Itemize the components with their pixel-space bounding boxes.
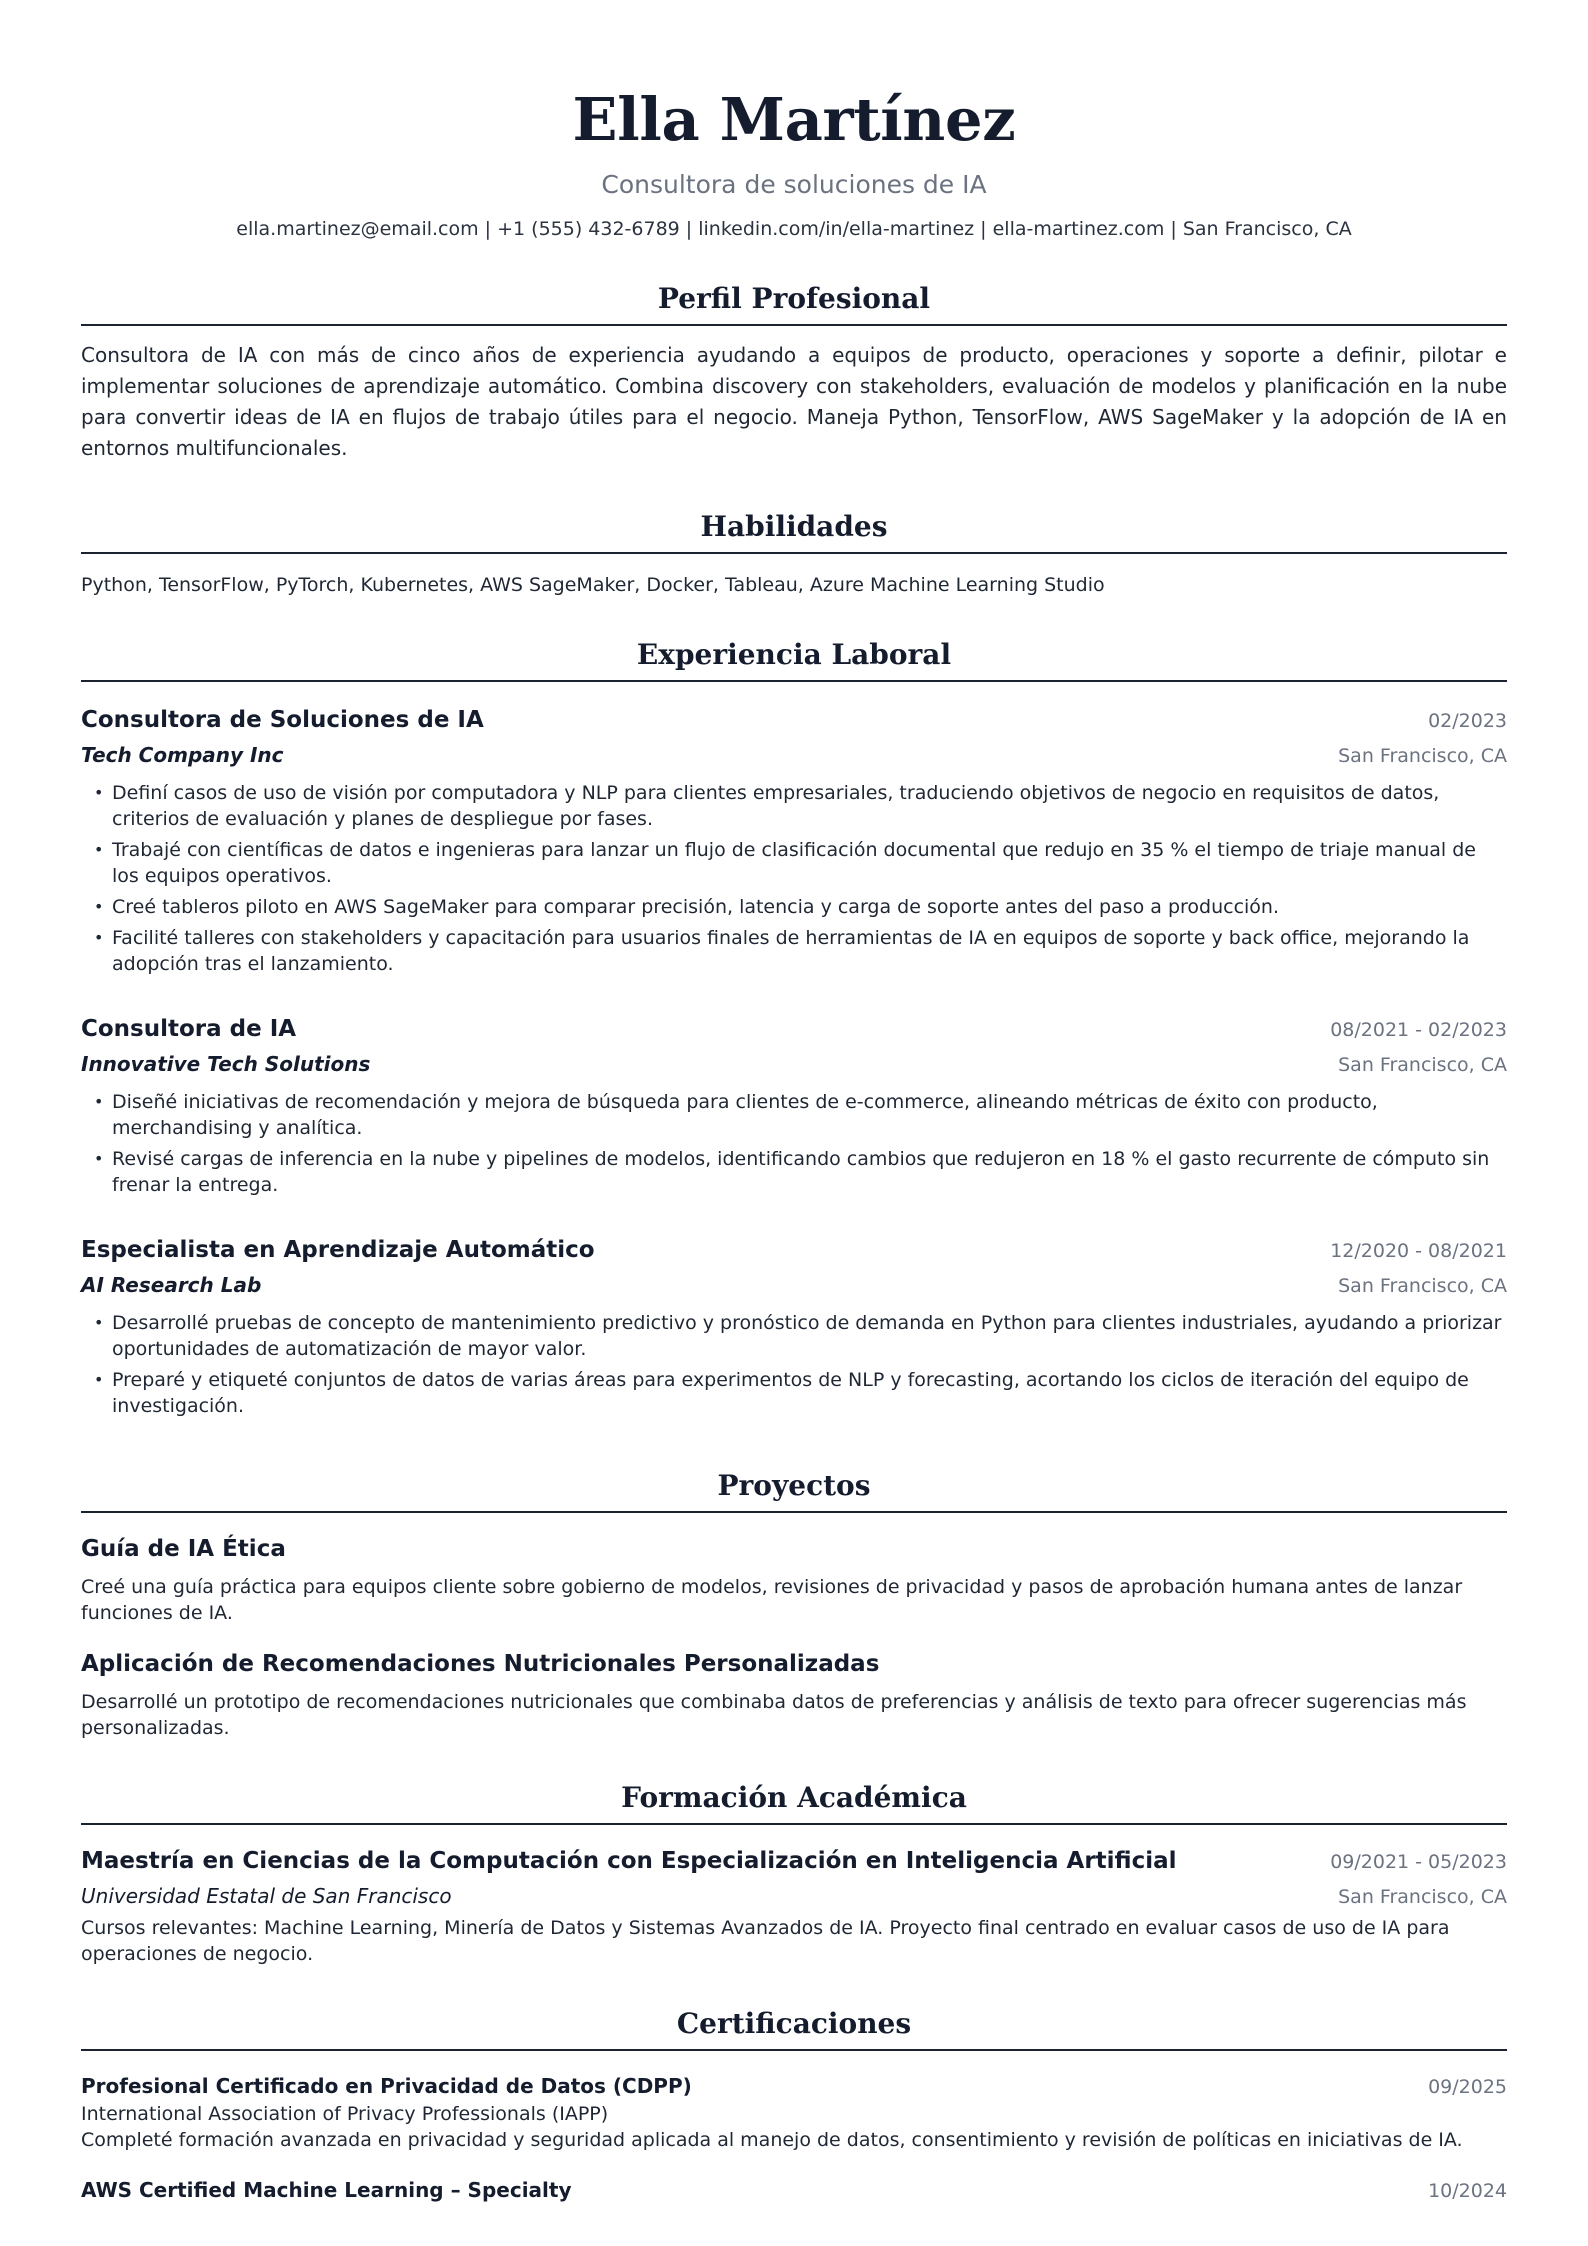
project-title: Aplicación de Recomendaciones Nutricionales Personalizadas xyxy=(81,1651,880,1677)
section-experience xyxy=(81,636,1507,1419)
skills-list: Python, TensorFlow, PyTorch, Kubernetes, AWS SageMaker, Docker, Tableau, Azure Machine Learning Studio xyxy=(81,574,1105,596)
section-title-certifications: Certificaciones xyxy=(81,2005,1507,2051)
job-bullets xyxy=(81,1310,1507,1419)
certification-date: 10/2024 xyxy=(1428,2180,1507,2202)
section-education xyxy=(81,1779,1507,1967)
profile-summary: Consultora de IA con más de cinco años de experiencia ayudando a equipos de producto, operaciones y soporte a definir, pilotar e implementar soluciones de aprendizaje automático. Combina discovery con stakeholders, evaluación de modelos y planificación en la nube para convertir ideas de IA en flujos de trabajo útiles para el negocio. Maneja Python, TensorFlow, AWS SageMaker y la adopción de IA en entornos multifuncionales. xyxy=(81,343,1507,460)
job-title: Consultora de IA xyxy=(81,1016,297,1042)
section-title-skills: Habilidades xyxy=(81,508,1507,554)
job-company: Innovative Tech Solutions xyxy=(81,1052,371,1076)
education-degree: Maestría en Ciencias de la Computación con Especialización en Inteligencia Artificial xyxy=(81,1848,1177,1874)
job-entry xyxy=(81,704,1507,977)
job-bullet: • Preparé y etiqueté conjuntos de datos de varias áreas para experimentos de NLP y forecasting, acortando los ciclos de iteración del equipo de investigación. xyxy=(81,1367,1507,1419)
job-date: 02/2023 xyxy=(1428,710,1507,732)
job-bullet: • Diseñé iniciativas de recomendación y mejora de búsqueda para clientes de e-commerce, alineando métricas de éxito con producto, merchandising y analítica. xyxy=(81,1089,1507,1141)
project-description: Creé una guía práctica para equipos cliente sobre gobierno de modelos, revisiones de privacidad y pasos de aprobación humana antes de lanzar funciones de IA. xyxy=(81,1576,1463,1624)
project-entry xyxy=(81,1533,1507,1626)
project-title: Guía de IA Ética xyxy=(81,1536,286,1562)
section-title-projects: Proyectos xyxy=(81,1467,1507,1513)
education-entry xyxy=(81,1845,1507,1967)
certification-description: Completé formación avanzada en privacidad y seguridad aplicada al manejo de datos, consentimiento y revisión de políticas en iniciativas de IA. xyxy=(81,2129,1463,2151)
certification-entry xyxy=(81,2175,1507,2205)
job-bullet: • Facilité talleres con stakeholders y capacitación para usuarios finales de herramientas de IA en equipos de soporte y back office, mejorando la adopción tras el lanzamiento. xyxy=(81,925,1507,977)
job-bullet: • Desarrollé pruebas de concepto de mantenimiento predictivo y pronóstico de demanda en Python para clientes industriales, ayudando a priorizar oportunidades de automatización de mayor valor. xyxy=(81,1310,1507,1362)
education-location: San Francisco, CA xyxy=(1338,1886,1507,1908)
education-description: Cursos relevantes: Machine Learning, Minería de Datos y Sistemas Avanzados de IA. Proyecto final centrado en evaluar casos de uso de IA para operaciones de negocio. xyxy=(81,1917,1450,1965)
job-title: Especialista en Aprendizaje Automático xyxy=(81,1237,595,1263)
certification-entry xyxy=(81,2071,1507,2153)
section-title-profile: Perfil Profesional xyxy=(81,280,1507,326)
section-projects xyxy=(81,1467,1507,1741)
education-school: Universidad Estatal de San Francisco xyxy=(81,1884,452,1908)
job-title: Consultora de Soluciones de IA xyxy=(81,707,484,733)
job-bullet: • Definí casos de uso de visión por computadora y NLP para clientes empresariales, traduciendo objetivos de negocio en requisitos de datos, criterios de evaluación y planes de despliegue por fases. xyxy=(81,780,1507,832)
certification-title: Profesional Certificado en Privacidad de Datos (CDPP) xyxy=(81,2074,692,2098)
certification-title: AWS Certified Machine Learning – Specialty xyxy=(81,2178,572,2202)
section-title-experience: Experiencia Laboral xyxy=(81,636,1507,682)
job-bullet: • Trabajé con científicas de datos e ingenieras para lanzar un flujo de clasificación documental que redujo en 35 % el tiempo de triaje manual de los equipos operativos. xyxy=(81,837,1507,889)
job-company: AI Research Lab xyxy=(81,1273,262,1297)
section-skills xyxy=(81,508,1507,598)
job-bullet: • Revisé cargas de inferencia en la nube y pipelines de modelos, identificando cambios que redujeron en 18 % el gasto recurrente de cómputo sin frenar la entrega. xyxy=(81,1146,1507,1198)
job-location: San Francisco, CA xyxy=(1338,1054,1507,1076)
project-description: Desarrollé un prototipo de recomendaciones nutricionales que combinaba datos de preferencias y análisis de texto para ofrecer sugerencias más personalizadas. xyxy=(81,1691,1467,1739)
section-title-education: Formación Académica xyxy=(81,1779,1507,1825)
job-entry xyxy=(81,1013,1507,1198)
job-company: Tech Company Inc xyxy=(81,743,284,767)
candidate-role: Consultora de soluciones de IA xyxy=(601,170,987,199)
section-certifications xyxy=(81,2005,1507,2205)
job-date: 08/2021 - 02/2023 xyxy=(1330,1019,1507,1041)
contact-line: ella.martinez@email.com | +1 (555) 432-6789 | linkedin.com/in/ella-martinez | ella-martinez.com | San Francisco, CA xyxy=(236,218,1352,240)
certification-issuer: International Association of Privacy Professionals (IAPP) xyxy=(81,2103,609,2125)
education-date: 09/2021 - 05/2023 xyxy=(1330,1851,1507,1873)
section-profile xyxy=(81,280,1507,464)
certification-date: 09/2025 xyxy=(1428,2076,1507,2098)
job-date: 12/2020 - 08/2021 xyxy=(1330,1240,1507,1262)
job-bullets xyxy=(81,780,1507,977)
job-bullet: • Creé tableros piloto en AWS SageMaker para comparar precisión, latencia y carga de soporte antes del paso a producción. xyxy=(81,894,1507,920)
resume-header xyxy=(81,78,1507,242)
project-entry xyxy=(81,1648,1507,1741)
job-entry xyxy=(81,1234,1507,1419)
job-bullets xyxy=(81,1089,1507,1198)
job-location: San Francisco, CA xyxy=(1338,745,1507,767)
candidate-name: Ella Martínez xyxy=(572,85,1016,154)
job-location: San Francisco, CA xyxy=(1338,1275,1507,1297)
